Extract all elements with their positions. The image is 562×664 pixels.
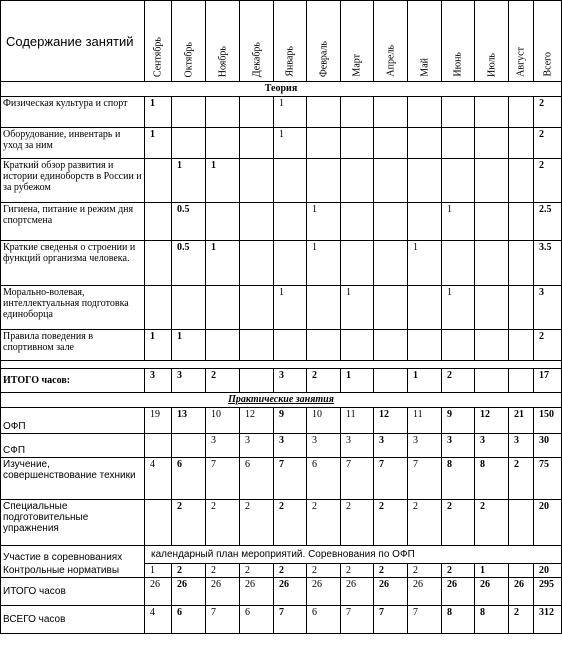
value-cell: 7 <box>408 606 442 634</box>
month-label: Сентябрь <box>152 36 164 77</box>
value-cell <box>307 286 341 330</box>
value-cell <box>442 97 475 128</box>
value-cell: 10 <box>206 408 240 434</box>
value-cell: 2 <box>341 564 374 578</box>
value-cell: 1 <box>307 203 341 241</box>
value-cell: 3 <box>274 369 307 393</box>
value-cell: 2 <box>172 564 206 578</box>
month-label: Июнь <box>452 52 464 77</box>
value-cell <box>374 241 408 286</box>
value-cell: 26 <box>475 578 509 606</box>
value-cell <box>408 203 442 241</box>
value-cell <box>274 241 307 286</box>
total-cell: 2.5 <box>534 203 562 241</box>
value-cell: 1 <box>341 369 374 393</box>
value-cell <box>240 286 274 330</box>
value-cell <box>509 159 534 203</box>
topic-cell: ОФП <box>1 408 145 434</box>
table-row <box>1 330 562 361</box>
value-cell <box>475 97 509 128</box>
value-cell: 1 <box>274 97 307 128</box>
value-cell: 26 <box>206 578 240 606</box>
value-cell <box>408 128 442 159</box>
month-header <box>172 1 206 82</box>
value-cell: 2 <box>274 564 307 578</box>
value-cell <box>206 128 240 159</box>
value-cell <box>475 330 509 361</box>
value-cell: 26 <box>172 578 206 606</box>
value-cell: 2 <box>240 500 274 546</box>
value-cell <box>509 369 534 393</box>
value-cell: 2 <box>408 564 442 578</box>
value-cell <box>341 128 374 159</box>
table-row <box>1 97 562 128</box>
value-cell: 1 <box>274 128 307 159</box>
total-label: ИТОГО часов: <box>1 369 145 393</box>
value-cell: 2 <box>442 369 475 393</box>
value-cell <box>307 159 341 203</box>
value-cell: 26 <box>374 578 408 606</box>
table-row <box>1 128 562 159</box>
value-cell: 1 <box>408 369 442 393</box>
topic-cell: Морально-волевая, интеллектуальная подготовка единоборца <box>1 286 145 330</box>
value-cell <box>509 330 534 361</box>
table-row <box>1 286 562 330</box>
value-cell: 2 <box>172 500 206 546</box>
value-cell <box>509 203 534 241</box>
competition-row <box>1 546 562 564</box>
value-cell: 3 <box>145 369 172 393</box>
value-cell <box>172 97 206 128</box>
topic-cell: Краткие сведенья о строении и функций организма человека. <box>1 241 145 286</box>
value-cell: 7 <box>374 458 408 500</box>
value-cell: 2 <box>509 606 534 634</box>
value-cell <box>172 128 206 159</box>
value-cell: 6 <box>240 606 274 634</box>
value-cell <box>240 97 274 128</box>
table-row <box>1 408 562 434</box>
value-cell: 8 <box>442 606 475 634</box>
value-cell <box>341 330 374 361</box>
column-header-topic: Содержание занятий <box>1 1 145 82</box>
section-practice <box>1 393 562 408</box>
value-cell: 2 <box>274 500 307 546</box>
value-cell: 2 <box>374 564 408 578</box>
topic-cell: Участие в соревнованиях <box>1 546 145 564</box>
table-row <box>1 203 562 241</box>
value-cell: 11 <box>408 408 442 434</box>
total-cell: 3 <box>534 286 562 330</box>
month-header <box>374 1 408 82</box>
month-label: Март <box>351 54 363 77</box>
value-cell <box>240 159 274 203</box>
total-cell: 20 <box>534 500 562 546</box>
value-cell: 2 <box>408 500 442 546</box>
topic-cell: Изучение, совершенствование техники <box>1 458 145 500</box>
total-cell: 20 <box>534 564 562 578</box>
month-label: Январь <box>284 46 296 77</box>
value-cell <box>240 330 274 361</box>
value-cell: 1 <box>172 330 206 361</box>
value-cell: 2 <box>307 500 341 546</box>
total-header <box>534 1 562 82</box>
value-cell: 1 <box>408 241 442 286</box>
control-row <box>1 564 562 578</box>
table-row <box>1 159 562 203</box>
total-cell: 295 <box>534 578 562 606</box>
value-cell <box>475 159 509 203</box>
value-cell <box>307 330 341 361</box>
value-cell: 3 <box>307 434 341 458</box>
value-cell: 1 <box>206 159 240 203</box>
value-cell: 3 <box>475 434 509 458</box>
topic-cell: Оборудование, инвентарь и уход за ним <box>1 128 145 159</box>
value-cell <box>145 241 172 286</box>
value-cell <box>509 97 534 128</box>
table-row <box>1 434 562 458</box>
section-title: Практические занятия <box>1 393 562 408</box>
month-label: Декабрь <box>251 41 262 77</box>
value-cell: 26 <box>145 578 172 606</box>
value-cell <box>341 97 374 128</box>
value-cell: 2 <box>442 564 475 578</box>
month-label: Апрель <box>385 45 396 77</box>
value-cell <box>442 128 475 159</box>
month-label: Август <box>515 47 527 77</box>
month-label: Всего <box>542 52 553 77</box>
value-cell <box>475 369 509 393</box>
value-cell: 3 <box>509 434 534 458</box>
theory-total-row <box>1 369 562 393</box>
value-cell <box>509 286 534 330</box>
value-cell: 19 <box>145 408 172 434</box>
total-cell: 150 <box>534 408 562 434</box>
value-cell <box>374 369 408 393</box>
value-cell <box>509 241 534 286</box>
month-label: Май <box>419 58 430 77</box>
value-cell <box>145 286 172 330</box>
value-cell <box>442 330 475 361</box>
month-header <box>509 1 534 82</box>
month-header <box>307 1 341 82</box>
value-cell <box>341 241 374 286</box>
value-cell: 1 <box>145 330 172 361</box>
value-cell: 7 <box>341 606 374 634</box>
value-cell: 12 <box>240 408 274 434</box>
value-cell: 4 <box>145 606 172 634</box>
value-cell: 3 <box>172 369 206 393</box>
value-cell: 21 <box>509 408 534 434</box>
competition-note: календарный план мероприятий. Соревнования по ОФП <box>145 546 562 564</box>
value-cell: 2 <box>206 564 240 578</box>
topic-cell: Физическая культура и спорт <box>1 97 145 128</box>
total-cell: 2 <box>534 330 562 361</box>
value-cell: 8 <box>442 458 475 500</box>
value-cell: 2 <box>475 500 509 546</box>
value-cell: 7 <box>274 606 307 634</box>
month-header <box>442 1 475 82</box>
value-cell <box>274 203 307 241</box>
value-cell: 1 <box>442 203 475 241</box>
spacer-row <box>1 361 562 369</box>
value-cell: 7 <box>206 606 240 634</box>
grand-total-row <box>1 606 562 634</box>
value-cell: 7 <box>408 458 442 500</box>
value-cell <box>145 159 172 203</box>
value-cell: 2 <box>240 564 274 578</box>
month-header <box>341 1 374 82</box>
value-cell: 8 <box>475 606 509 634</box>
value-cell: 1 <box>307 241 341 286</box>
month-header <box>145 1 172 82</box>
value-cell <box>206 330 240 361</box>
value-cell <box>408 330 442 361</box>
value-cell: 26 <box>341 578 374 606</box>
month-label: Июль <box>486 53 497 77</box>
value-cell <box>374 159 408 203</box>
value-cell: 1 <box>341 286 374 330</box>
value-cell <box>442 241 475 286</box>
total-cell: 2 <box>534 97 562 128</box>
value-cell <box>240 241 274 286</box>
value-cell: 2 <box>442 500 475 546</box>
total-label: ВСЕГО часов <box>1 606 145 634</box>
value-cell: 2 <box>341 500 374 546</box>
value-cell <box>509 500 534 546</box>
value-cell <box>307 128 341 159</box>
value-cell <box>206 203 240 241</box>
value-cell <box>206 97 240 128</box>
total-cell: 17 <box>534 369 562 393</box>
value-cell <box>374 128 408 159</box>
value-cell <box>341 159 374 203</box>
value-cell: 26 <box>274 578 307 606</box>
table-row <box>1 241 562 286</box>
value-cell <box>145 203 172 241</box>
total-cell: 75 <box>534 458 562 500</box>
value-cell: 12 <box>374 408 408 434</box>
value-cell <box>206 286 240 330</box>
value-cell: 3 <box>341 434 374 458</box>
value-cell: 26 <box>442 578 475 606</box>
value-cell: 3 <box>206 434 240 458</box>
value-cell <box>475 286 509 330</box>
value-cell: 7 <box>206 458 240 500</box>
value-cell: 3 <box>442 434 475 458</box>
value-cell: 0.5 <box>172 203 206 241</box>
value-cell: 1 <box>475 564 509 578</box>
value-cell: 10 <box>307 408 341 434</box>
value-cell <box>374 97 408 128</box>
table-row <box>1 458 562 500</box>
value-cell: 1 <box>274 286 307 330</box>
value-cell: 7 <box>341 458 374 500</box>
value-cell <box>408 97 442 128</box>
value-cell: 9 <box>442 408 475 434</box>
value-cell: 7 <box>274 458 307 500</box>
value-cell <box>374 286 408 330</box>
value-cell <box>274 159 307 203</box>
month-label: Октябрь <box>183 41 194 77</box>
value-cell: 3 <box>274 434 307 458</box>
value-cell <box>509 564 534 578</box>
value-cell: 2 <box>307 369 341 393</box>
value-cell <box>442 159 475 203</box>
value-cell <box>475 241 509 286</box>
value-cell: 11 <box>341 408 374 434</box>
value-cell: 26 <box>408 578 442 606</box>
value-cell <box>274 330 307 361</box>
topic-cell: Контрольные нормативы <box>1 564 145 578</box>
value-cell <box>341 203 374 241</box>
topic-cell: СФП <box>1 434 145 458</box>
value-cell: 2 <box>206 369 240 393</box>
value-cell: 6 <box>307 606 341 634</box>
value-cell: 8 <box>475 458 509 500</box>
month-header <box>274 1 307 82</box>
value-cell: 3 <box>374 434 408 458</box>
month-header <box>240 1 274 82</box>
value-cell: 2 <box>206 500 240 546</box>
month-header <box>206 1 240 82</box>
value-cell: 1 <box>145 128 172 159</box>
topic-cell: Гигиена, питание и режим дня спортсмена <box>1 203 145 241</box>
total-cell: 312 <box>534 606 562 634</box>
practice-total-row <box>1 578 562 606</box>
value-cell: 2 <box>509 458 534 500</box>
month-label: Ноябрь <box>217 45 228 77</box>
value-cell: 1 <box>172 159 206 203</box>
topic-cell: Краткий обзор развития и истории единоборств в России и за рубежом <box>1 159 145 203</box>
value-cell: 1 <box>442 286 475 330</box>
value-cell: 1 <box>145 97 172 128</box>
value-cell: 0.5 <box>172 241 206 286</box>
total-cell: 30 <box>534 434 562 458</box>
value-cell <box>240 369 274 393</box>
total-label: ИТОГО часов <box>1 578 145 606</box>
value-cell: 9 <box>274 408 307 434</box>
month-header <box>475 1 509 82</box>
month-label: Февраль <box>318 40 329 77</box>
value-cell: 3 <box>240 434 274 458</box>
header-row <box>1 1 562 82</box>
value-cell: 1 <box>145 564 172 578</box>
total-cell: 3.5 <box>534 241 562 286</box>
value-cell: 6 <box>172 458 206 500</box>
value-cell <box>145 500 172 546</box>
value-cell: 1 <box>206 241 240 286</box>
value-cell <box>408 286 442 330</box>
topic-cell: Специальные подготовительные упражнения <box>1 500 145 546</box>
table-row <box>1 500 562 546</box>
value-cell: 6 <box>240 458 274 500</box>
section-title: Теория <box>1 82 562 97</box>
section-theory <box>1 82 562 97</box>
value-cell <box>172 434 206 458</box>
value-cell: 6 <box>172 606 206 634</box>
value-cell <box>374 330 408 361</box>
value-cell: 26 <box>307 578 341 606</box>
topic-cell: Правила поведения в спортивном зале <box>1 330 145 361</box>
value-cell: 26 <box>240 578 274 606</box>
value-cell: 7 <box>374 606 408 634</box>
value-cell <box>240 203 274 241</box>
value-cell: 2 <box>307 564 341 578</box>
value-cell: 26 <box>509 578 534 606</box>
value-cell: 12 <box>475 408 509 434</box>
value-cell <box>475 128 509 159</box>
value-cell <box>408 159 442 203</box>
value-cell <box>240 128 274 159</box>
total-cell: 2 <box>534 128 562 159</box>
value-cell: 3 <box>408 434 442 458</box>
value-cell <box>172 286 206 330</box>
total-cell: 2 <box>534 159 562 203</box>
value-cell <box>374 203 408 241</box>
value-cell <box>509 128 534 159</box>
value-cell <box>475 203 509 241</box>
month-header <box>408 1 442 82</box>
value-cell: 13 <box>172 408 206 434</box>
value-cell: 4 <box>145 458 172 500</box>
value-cell: 2 <box>374 500 408 546</box>
value-cell <box>307 97 341 128</box>
spacer <box>1 361 562 369</box>
value-cell <box>145 434 172 458</box>
value-cell: 6 <box>307 458 341 500</box>
